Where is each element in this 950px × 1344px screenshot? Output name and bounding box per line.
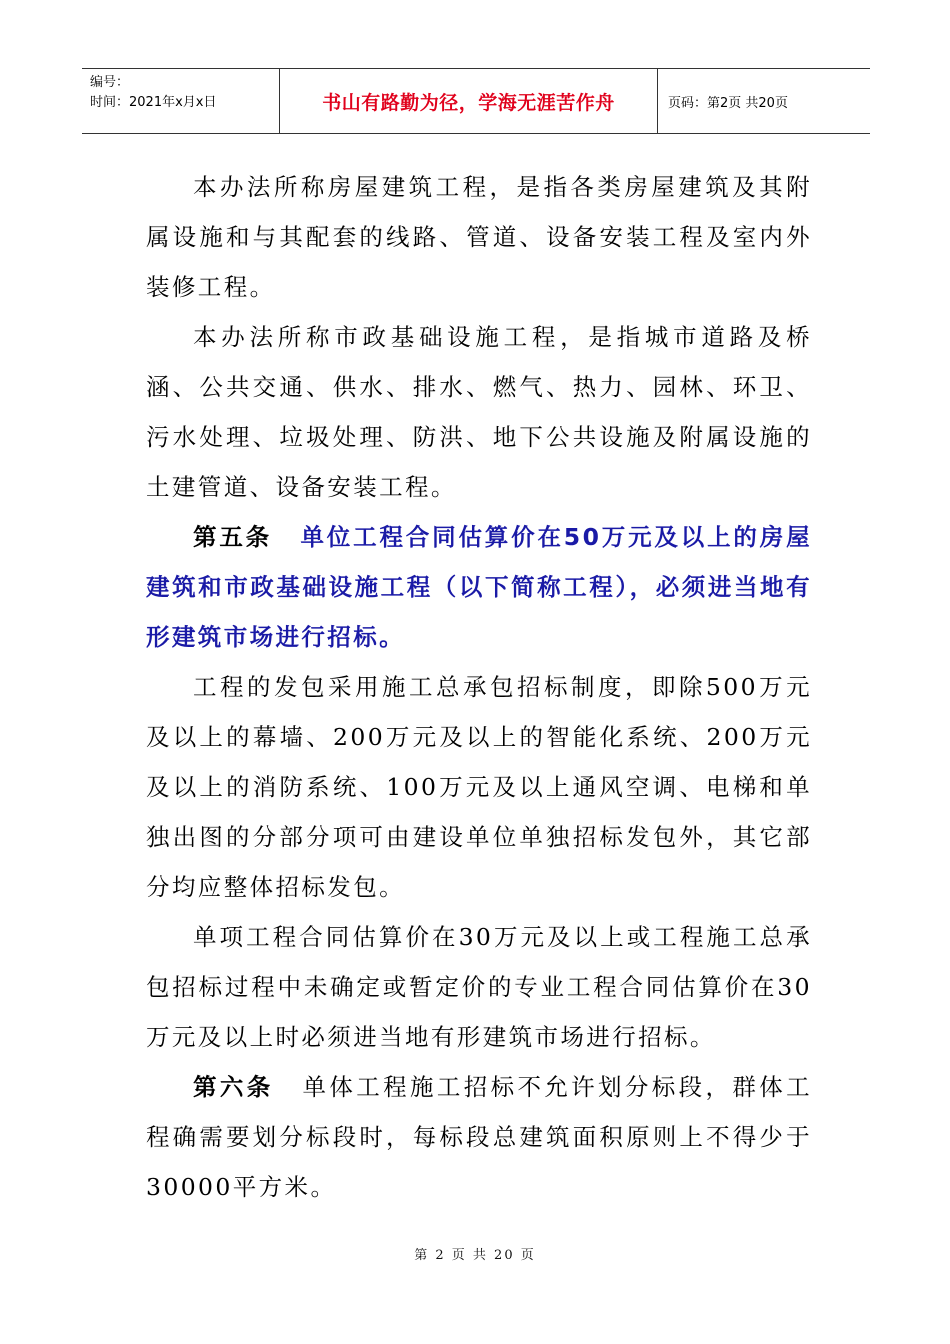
article-6-heading: 第六条 <box>193 1073 274 1101</box>
paragraph-housing-definition: 本办法所称房屋建筑工程，是指各类房屋建筑及其附属设施和与其配套的线路、管道、设备安装工程及室内外装修工程。 <box>146 173 812 301</box>
article-6 <box>146 1062 812 1212</box>
article-5 <box>146 512 812 662</box>
paragraph-single-project: 单项工程合同估算价在30万元及以上或工程施工总承包招标过程中未确定或暂定价的专业工程合同估算价在30万元及以上时必须进当地有形建筑市场进行招标。 <box>146 923 812 1051</box>
header-page-info: 页码：第2页 共20页 <box>668 95 788 111</box>
page-header <box>82 68 870 134</box>
article-6-text: 单体工程施工招标不允许划分标段，群体工程确需要划分标段时，每标段总建筑面积原则上不得少于30000平方米。 <box>146 1073 812 1201</box>
article-5-text: 单位工程合同估算价在50万元及以上的房屋建筑和市政基础设施工程（以下简称工程），必须进当地有形建筑市场进行招标。 <box>146 523 813 651</box>
header-meta <box>82 69 280 133</box>
document-time-label: 时间：2021年x月x日 <box>90 95 217 110</box>
paragraph-municipal-definition: 本办法所称市政基础设施工程，是指城市道路及桥涵、公共交通、供水、排水、燃气、热力、园林、环卫、污水处理、垃圾处理、防洪、地下公共设施及附属设施的土建管道、设备安装工程。 <box>146 323 812 501</box>
document-number-label: 编号： <box>90 75 130 90</box>
article-5-heading: 第五条 <box>193 523 273 551</box>
page-footer: 第 2 页 共 20 页 <box>414 1248 536 1263</box>
paragraph-contracting: 工程的发包采用施工总承包招标制度，即除500万元及以上的幕墙、200万元及以上的智能化系统、200万元及以上的消防系统、100万元及以上通风空调、电梯和单独出图的分部分项可由建设单位单独招标发包外，其它部分均应整体招标发包。 <box>146 673 812 901</box>
document-body <box>146 162 812 1212</box>
header-motto: 书山有路勤为径，学海无涯苦作舟 <box>280 69 658 133</box>
